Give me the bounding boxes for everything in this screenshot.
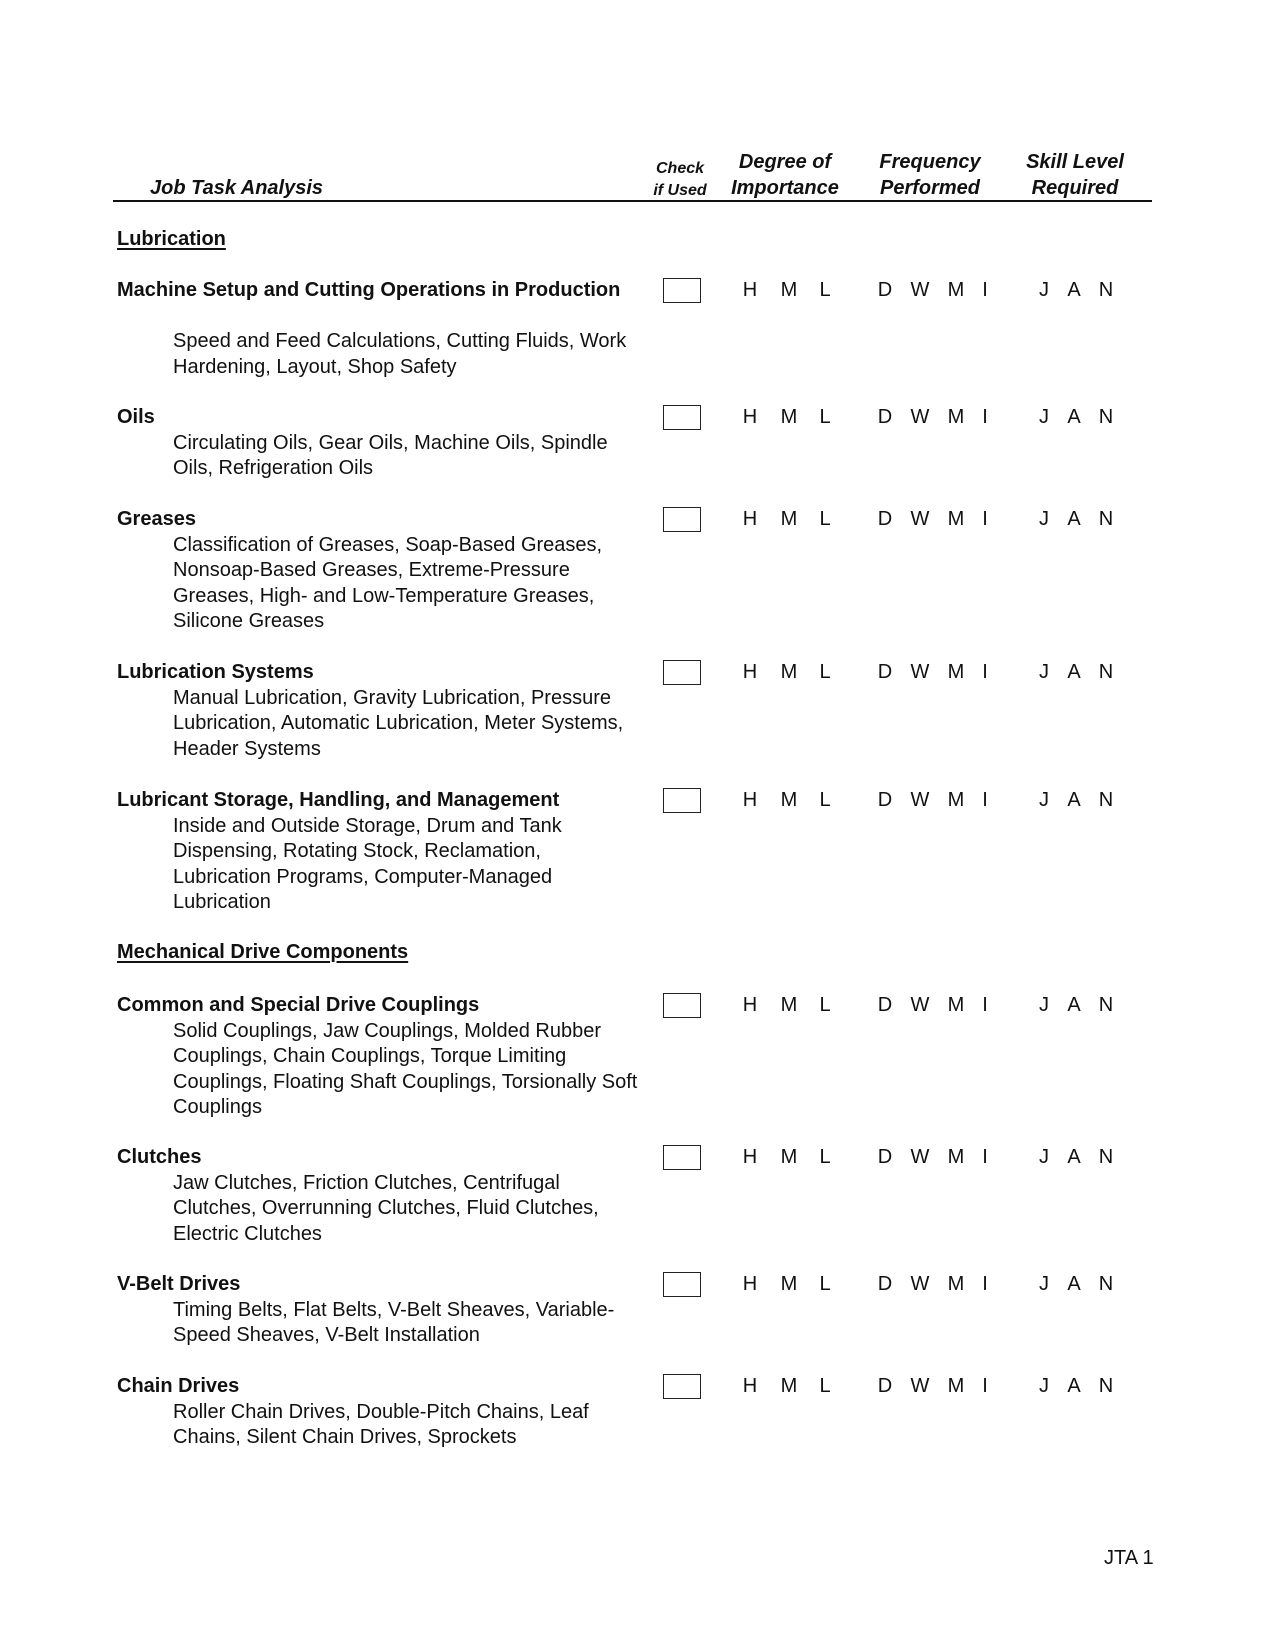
frequency-option-w[interactable]: W	[910, 406, 930, 428]
check-if-used-box[interactable]	[663, 405, 701, 430]
frequency-option-i[interactable]: I	[982, 994, 988, 1016]
importance-option-l[interactable]: L	[819, 1375, 831, 1397]
importance-option-m[interactable]: M	[780, 1146, 798, 1168]
frequency-option-w[interactable]: W	[910, 1273, 930, 1295]
skill-option-j[interactable]: J	[1039, 279, 1049, 301]
check-if-used-box[interactable]	[663, 1272, 701, 1297]
importance-option-h[interactable]: H	[742, 508, 758, 530]
frequency-option-i[interactable]: I	[982, 1146, 988, 1168]
skill-option-a[interactable]: A	[1067, 508, 1081, 530]
task-detail: Circulating Oils, Gear Oils, Machine Oils, Spindle Oils, Refrigeration Oils	[173, 431, 608, 479]
section-title-lubrication: Lubrication	[117, 228, 226, 250]
skill-option-j[interactable]: J	[1039, 406, 1049, 428]
frequency-option-d[interactable]: D	[877, 1375, 893, 1397]
importance-option-m[interactable]: M	[780, 994, 798, 1016]
skill-option-j[interactable]: J	[1039, 508, 1049, 530]
skill-option-j[interactable]: J	[1039, 1146, 1049, 1168]
skill-option-n[interactable]: N	[1098, 1146, 1114, 1168]
frequency-option-m[interactable]: M	[947, 1146, 965, 1168]
skill-option-j[interactable]: J	[1039, 1375, 1049, 1397]
importance-option-h[interactable]: H	[742, 1273, 758, 1295]
skill-header-line2: Required	[1031, 177, 1119, 199]
task-detail: Jaw Clutches, Friction Clutches, Centrifugal Clutches, Overrunning Clutches, Fluid Clutches, Electric Clutches	[173, 1171, 599, 1245]
task-title: V-Belt Drives	[117, 1273, 241, 1295]
skill-option-a[interactable]: A	[1067, 789, 1081, 811]
skill-option-a[interactable]: A	[1067, 1375, 1081, 1397]
importance-option-m[interactable]: M	[780, 1273, 798, 1295]
task-title: Machine Setup and Cutting Operations in Production	[117, 279, 621, 301]
skill-option-a[interactable]: A	[1067, 279, 1081, 301]
task-title: Lubricant Storage, Handling, and Management	[117, 789, 560, 811]
importance-option-m[interactable]: M	[780, 279, 798, 301]
skill-level-header	[1005, 149, 1145, 201]
frequency-option-m[interactable]: M	[947, 1273, 965, 1295]
skill-option-n[interactable]: N	[1098, 789, 1114, 811]
frequency-option-m[interactable]: M	[947, 1375, 965, 1397]
task-detail: Roller Chain Drives, Double-Pitch Chains, Leaf Chains, Silent Chain Drives, Sprockets	[173, 1400, 589, 1448]
frequency-option-i[interactable]: I	[982, 279, 988, 301]
task-title: Clutches	[117, 1146, 202, 1168]
importance-option-l[interactable]: L	[819, 406, 831, 428]
skill-option-j[interactable]: J	[1039, 1273, 1049, 1295]
frequency-header	[860, 149, 1000, 201]
skill-option-n[interactable]: N	[1098, 508, 1114, 530]
importance-option-m[interactable]: M	[780, 789, 798, 811]
frequency-option-m[interactable]: M	[947, 789, 965, 811]
check-if-used-box[interactable]	[663, 788, 701, 813]
frequency-option-m[interactable]: M	[947, 994, 965, 1016]
frequency-option-i[interactable]: I	[982, 789, 988, 811]
check-header-line1: Check	[655, 160, 705, 177]
skill-option-j[interactable]: J	[1039, 994, 1049, 1016]
frequency-option-m[interactable]: M	[947, 661, 965, 683]
skill-header-line1: Skill Level	[1026, 151, 1124, 173]
skill-option-a[interactable]: A	[1067, 994, 1081, 1016]
task-title: Greases	[117, 508, 196, 530]
task-detail: Speed and Feed Calculations, Cutting Fluids, Work Hardening, Layout, Shop Safety	[173, 330, 627, 378]
skill-option-n[interactable]: N	[1098, 279, 1114, 301]
frequency-option-d[interactable]: D	[877, 1146, 893, 1168]
page-number: JTA 1	[1104, 1547, 1154, 1569]
page-title: Job Task Analysis	[150, 177, 324, 199]
importance-option-h[interactable]: H	[742, 789, 758, 811]
frequency-option-m[interactable]: M	[947, 508, 965, 530]
importance-option-l[interactable]: L	[819, 789, 831, 811]
frequency-option-w[interactable]: W	[910, 279, 930, 301]
importance-option-h[interactable]: H	[742, 1375, 758, 1397]
task-detail: Classification of Greases, Soap-Based Greases, Nonsoap-Based Greases, Extreme-Pressure Greases, High- and Low-Temperature Greases, Silicone Greases	[173, 533, 603, 632]
check-if-used-box[interactable]	[663, 507, 701, 532]
importance-option-m[interactable]: M	[780, 508, 798, 530]
skill-option-a[interactable]: A	[1067, 661, 1081, 683]
frequency-option-d[interactable]: D	[877, 508, 893, 530]
task-detail: Manual Lubrication, Gravity Lubrication, Pressure Lubrication, Automatic Lubrication, Meter Systems, Header Systems	[173, 686, 624, 760]
frequency-option-w[interactable]: W	[910, 508, 930, 530]
skill-option-n[interactable]: N	[1098, 406, 1114, 428]
frequency-option-w[interactable]: W	[910, 1375, 930, 1397]
importance-option-l[interactable]: L	[819, 1146, 831, 1168]
frequency-option-d[interactable]: D	[877, 789, 893, 811]
task-detail: Timing Belts, Flat Belts, V-Belt Sheaves, Variable-Speed Sheaves, V-Belt Installation	[173, 1298, 615, 1346]
frequency-option-m[interactable]: M	[947, 279, 965, 301]
frequency-option-d[interactable]: D	[877, 406, 893, 428]
task-title: Common and Special Drive Couplings	[117, 994, 480, 1016]
importance-option-l[interactable]: L	[819, 508, 831, 530]
importance-option-h[interactable]: H	[742, 661, 758, 683]
frequency-option-d[interactable]: D	[877, 1273, 893, 1295]
skill-option-j[interactable]: J	[1039, 789, 1049, 811]
frequency-option-d[interactable]: D	[877, 661, 893, 683]
importance-header-line1: Degree of	[738, 151, 832, 173]
frequency-option-i[interactable]: I	[982, 1375, 988, 1397]
importance-header	[715, 149, 855, 201]
frequency-option-d[interactable]: D	[877, 994, 893, 1016]
importance-option-h[interactable]: H	[742, 994, 758, 1016]
frequency-option-w[interactable]: W	[910, 661, 930, 683]
frequency-option-d[interactable]: D	[877, 279, 893, 301]
skill-option-a[interactable]: A	[1067, 1273, 1081, 1295]
importance-option-l[interactable]: L	[819, 661, 831, 683]
importance-option-h[interactable]: H	[742, 279, 758, 301]
frequency-header-line2: Performed	[879, 177, 981, 199]
skill-option-a[interactable]: A	[1067, 1146, 1081, 1168]
importance-option-l[interactable]: L	[819, 994, 831, 1016]
task-title: Chain Drives	[117, 1375, 240, 1397]
section-title-mechanical-drive-components: Mechanical Drive Components	[117, 941, 409, 963]
skill-option-n[interactable]: N	[1098, 1273, 1114, 1295]
frequency-option-i[interactable]: I	[982, 1273, 988, 1295]
skill-option-j[interactable]: J	[1039, 661, 1049, 683]
check-if-used-header	[640, 158, 720, 202]
check-if-used-box[interactable]	[663, 660, 701, 685]
task-detail: Inside and Outside Storage, Drum and Tank Dispensing, Rotating Stock, Reclamation, Lubrication Programs, Computer-Managed Lubrication	[173, 814, 562, 913]
importance-option-l[interactable]: L	[819, 279, 831, 301]
importance-option-m[interactable]: M	[780, 406, 798, 428]
importance-option-h[interactable]: H	[742, 1146, 758, 1168]
check-if-used-box[interactable]	[663, 1145, 701, 1170]
frequency-option-i[interactable]: I	[982, 661, 988, 683]
check-header-line2: if Used	[653, 182, 707, 199]
frequency-option-m[interactable]: M	[947, 406, 965, 428]
skill-option-n[interactable]: N	[1098, 994, 1114, 1016]
skill-option-a[interactable]: A	[1067, 406, 1081, 428]
check-if-used-box[interactable]	[663, 278, 701, 303]
importance-option-m[interactable]: M	[780, 1375, 798, 1397]
importance-header-line2: Importance	[731, 177, 839, 199]
frequency-option-w[interactable]: W	[910, 994, 930, 1016]
check-if-used-box[interactable]	[663, 1374, 701, 1399]
header-rule	[113, 200, 1152, 202]
frequency-option-i[interactable]: I	[982, 406, 988, 428]
frequency-option-i[interactable]: I	[982, 508, 988, 530]
importance-option-l[interactable]: L	[819, 1273, 831, 1295]
task-title: Lubrication Systems	[117, 661, 314, 683]
importance-option-h[interactable]: H	[742, 406, 758, 428]
task-detail: Solid Couplings, Jaw Couplings, Molded Rubber Couplings, Chain Couplings, Torque Limiting Couplings, Floating Shaft Couplings, Torsionally Soft Couplings	[173, 1019, 638, 1118]
skill-option-n[interactable]: N	[1098, 1375, 1114, 1397]
task-title: Oils	[117, 406, 155, 428]
importance-option-m[interactable]: M	[780, 661, 798, 683]
check-if-used-box[interactable]	[663, 993, 701, 1018]
frequency-option-w[interactable]: W	[910, 789, 930, 811]
skill-option-n[interactable]: N	[1098, 661, 1114, 683]
frequency-header-line1: Frequency	[879, 151, 981, 173]
frequency-option-w[interactable]: W	[910, 1146, 930, 1168]
